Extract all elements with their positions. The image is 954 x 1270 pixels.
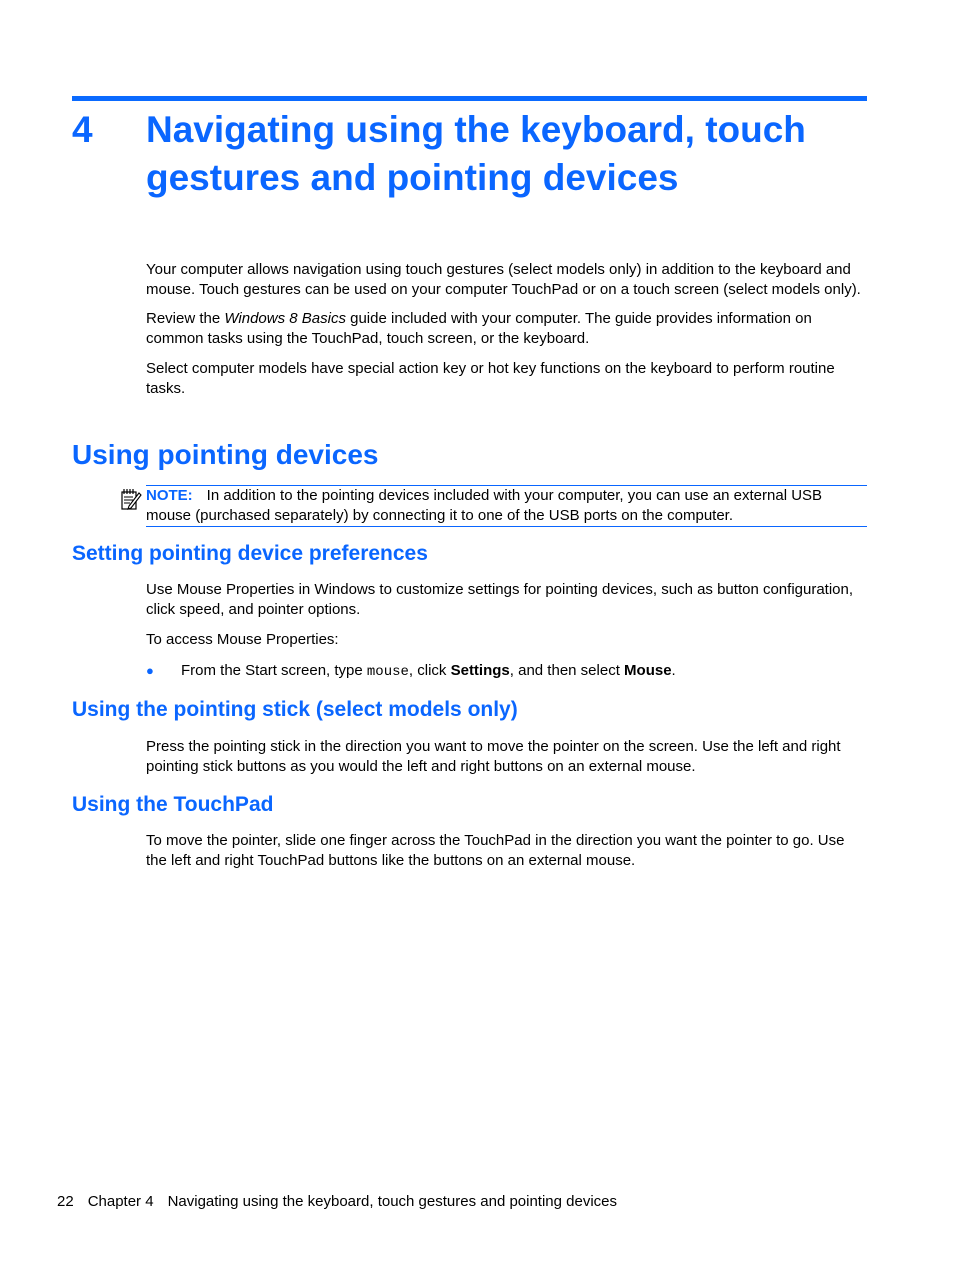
bullet-text-mid2: , and then select — [509, 662, 625, 679]
section-title-pointing-devices: Using pointing devices — [72, 439, 379, 470]
chapter-top-rule — [72, 96, 867, 101]
intro-paragraph-3: Select computer models have special action key or hot key functions on the keyboard to perform routine tasks. — [146, 360, 835, 397]
preferences-paragraphs — [146, 580, 868, 650]
bullet-text-end: . — [671, 662, 676, 679]
note-icon — [120, 487, 142, 511]
chapter-number: 4 — [72, 109, 93, 150]
code-mouse: mouse — [366, 664, 409, 680]
footer-chapter-title: Navigating using the keyboard, touch gestures and pointing devices — [167, 1193, 618, 1210]
touchpad-paragraphs — [146, 831, 868, 870]
subsection-title-pointing-stick: Using the pointing stick (select models only) — [72, 698, 518, 721]
windows-basics-guide-title: Windows 8 Basics — [224, 310, 346, 327]
note-label: NOTE: — [146, 487, 193, 504]
subsection-title-touchpad: Using the TouchPad — [72, 793, 274, 816]
note-box — [146, 485, 867, 527]
preferences-paragraph-2: To access Mouse Properties: — [146, 631, 339, 648]
bullet-icon: ● — [146, 663, 154, 678]
note-text: In addition to the pointing devices included with your computer, you can use an external USB mouse (purchased separately) by connecting it to one of the USB ports on the computer. — [146, 487, 823, 524]
intro-paragraphs — [146, 260, 868, 398]
list-item-text — [181, 661, 676, 683]
preferences-paragraph-1: Use Mouse Properties in Windows to customize settings for pointing devices, such as button configuration, click speed, and pointer options. — [146, 581, 854, 618]
intro-p2-text-end: guide included with your computer. The guide provides information on common tasks using the TouchPad, touch screen, or the keyboard. — [146, 310, 812, 347]
bullet-text-start: From the Start screen, type — [181, 662, 367, 679]
mouse-label: Mouse — [624, 662, 672, 679]
settings-label: Settings — [450, 662, 510, 679]
pointing-stick-paragraph: Press the pointing stick in the direction you want to move the pointer on the screen. Use the left and right pointing stick buttons as you would the left and right buttons on an external mouse. — [146, 738, 841, 775]
subsection-title-preferences: Setting pointing device preferences — [72, 542, 428, 565]
intro-paragraph-2 — [146, 309, 868, 348]
page-number: 22 — [57, 1193, 74, 1210]
bullet-text-mid: , click — [408, 662, 451, 679]
footer-chapter-label: Chapter 4 — [87, 1193, 154, 1210]
page-footer — [57, 1192, 631, 1212]
chapter-title: Navigating using the keyboard, touch gestures and pointing devices — [146, 109, 806, 198]
touchpad-paragraph: To move the pointer, slide one finger across the TouchPad in the direction you want the pointer to go. Use the left and right TouchPad buttons like the buttons on an external mouse. — [146, 832, 845, 869]
pointing-stick-paragraphs — [146, 737, 868, 776]
intro-paragraph-1: Your computer allows navigation using touch gestures (select models only) in addition to the keyboard and mouse. Touch gestures can be used on your computer TouchPad or on a touch screen (select models only). — [146, 261, 861, 298]
intro-p2-text: Review the — [146, 310, 225, 327]
